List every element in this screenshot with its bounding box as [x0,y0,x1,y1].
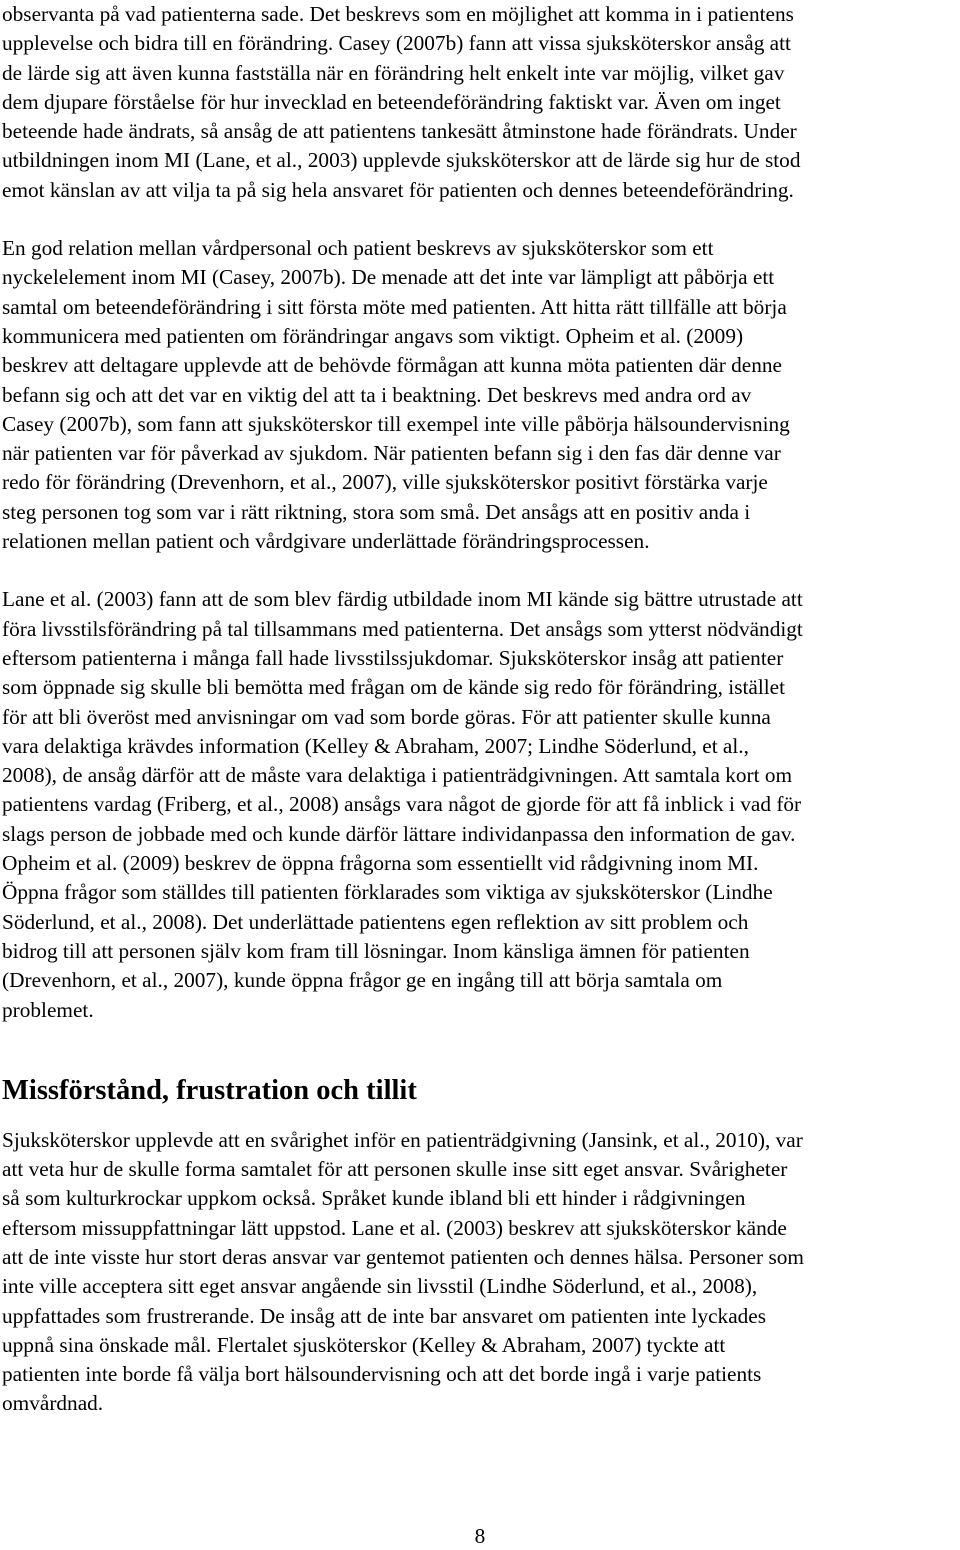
text-line: för att bli överöst med anvisningar om vad som borde göras. För att patienter skulle kunna [2,704,771,729]
text-line: Opheim et al. (2009) beskrev de öppna frågorna som essentiellt vid rådgivning inom MI. [2,851,759,876]
paragraph-gap [2,205,949,234]
text-line: att veta hur de skulle forma samtalet för att personen skulle inse sitt eget ansvar. Svårigheter [2,1157,788,1182]
text-line: observanta på vad patienterna sade. Det beskrevs som en möjlighet att komma in i patientens [2,2,794,26]
text-line: 2008), de ansåg därför att de måste vara delaktiga i patienträdgivningen. Att samtala kort om [2,763,793,788]
text-line: uppnå sina önskade mål. Flertalet sjusköterskor (Kelley & Abraham, 2007) tyckte att [2,1332,726,1357]
text-line: inte ville acceptera sitt eget ansvar angående sin livsstil (Lindhe Söderlund, et al., 2008), [2,1274,758,1299]
text-line: att de inte visste hur stort deras ansvar var gentemot patienten och dennes hälsa. Personer som [2,1244,804,1269]
paragraph-3 [2,585,949,1024]
text-line: som öppnade sig skulle bli bemötta med frågan om de kände sig redo för förändring, istället [2,675,786,700]
text-line: Casey (2007b), som fann att sjuksköterskor till exempel inte ville påbörja hälsoundervisning [2,411,790,436]
text-line: utbildningen inom MI (Lane, et al., 2003) upplevde sjuksköterskor att de lärde sig hur de stod [2,148,801,173]
text-line: befann sig och att det var en viktig del att ta i beaktning. Det beskrevs med andra ord av [2,382,752,407]
text-line: föra livsstilsförändring på tal tillsammans med patienterna. Det ansågs som ytterst nödvändigt [2,616,803,641]
text-line: uppfattades som frustrerande. De insåg att de inte bar ansvaret om patienten inte lyckades [2,1303,767,1328]
section-heading: Missförstånd, frustration och tillit [2,1074,417,1106]
text-line: vara delaktiga krävdes information (Kelley & Abraham, 2007; Lindhe Söderlund, et al., [2,733,749,758]
text-line: problemet. [2,997,94,1022]
text-line: steg personen tog som var i rätt riktning, stora som små. Det ansågs att en positiv anda i [2,499,751,524]
text-line: beskrev att deltagare upplevde att de behövde förmågan att kunna möta patienten där denne [2,353,782,378]
text-line: kommunicera med patienten om förändringar angavs som viktigt. Opheim et al. (2009) [2,323,744,348]
text-line: samtal om beteendeförändring i sitt första möte med patienten. Att hitta rätt tillfälle att börja [2,294,787,319]
text-line: eftersom missuppfattningar lätt uppstod. Lane et al. (2003) beskrev att sjuksköterskor kände [2,1215,787,1240]
paragraph-1 [2,0,949,205]
text-line: omvårdnad. [2,1391,104,1416]
text-line: Söderlund, et al., 2008). Det underlättade patientens egen reflektion av sitt problem och [2,909,749,934]
text-line: bidrog till att personen själv kom fram till lösningar. Inom känsliga ämnen för patienten [2,938,750,963]
text-line: dem djupare förståelse för hur invecklad en beteendeförändring faktiskt var. Även om inget [2,89,781,114]
text-line: slags person de jobbade med och kunde därför lättare individanpassa den information de gav. [2,821,796,846]
text-line: beteende hade ändrats, så ansåg de att patientens tankesätt åtminstone hade förändrats. Under [2,119,797,144]
paragraph-4 [2,1126,949,1419]
text-line: eftersom patienterna i många fall hade livsstilssjukdomar. Sjuksköterskor insåg att patienter [2,645,784,670]
text-line: så som kulturkrockar uppkom också. Språket kunde ibland bli ett hinder i rådgivningen [2,1186,746,1211]
text-line: upplevelse och bidra till en förändring. Casey (2007b) fann att vissa sjuksköterskor ansåg att [2,31,791,56]
text-line: nyckelelement inom MI (Casey, 2007b). De menade att det inte var lämpligt att påbörja ett [2,265,775,290]
text-line: redo för förändring (Drevenhorn, et al., 2007), ville sjuksköterskor positivt förstärka varje [2,470,768,495]
paragraph-2 [2,234,949,556]
text-line: när patienten var för påverkad av sjukdom. När patienten befann sig i den fas där denne var [2,441,781,466]
text-line: Lane et al. (2003) fann att de som blev färdig utbildade inom MI kände sig bättre utrustade att [2,587,803,612]
text-line: emot känslan av att vilja ta på sig hela ansvaret för patienten och dennes beteendeförändring. [2,177,794,202]
text-line: Sjuksköterskor upplevde att en svårighet inför en patienträdgivning (Jansink, et al., 2010), var [2,1127,803,1152]
text-line: de lärde sig att även kunna fastställa när en förändring helt enkelt inte var möjlig, vilket gav [2,60,785,85]
text-line: (Drevenhorn, et al., 2007), kunde öppna frågor ge en ingång till att börja samtala om [2,968,723,993]
paragraph-gap [2,556,949,585]
text-line: patienten inte borde få välja bort hälsoundervisning och att det borde ingå i varje patients [2,1362,762,1387]
paragraph-gap [2,1025,949,1069]
text-line: Öppna frågor som ställdes till patienten förklarades som viktiga av sjuksköterskor (Lindhe [2,880,773,905]
text-line: En god relation mellan vårdpersonal och patient beskrevs av sjuksköterskor som ett [2,236,714,261]
text-line: patientens vardag (Friberg, et al., 2008) ansågs vara något de gjorde för att få inblick i vad för [2,792,802,817]
text-line: relationen mellan patient och vårdgivare underlättade förändringsprocessen. [2,529,650,554]
page-number: 8 [474,1524,486,1548]
